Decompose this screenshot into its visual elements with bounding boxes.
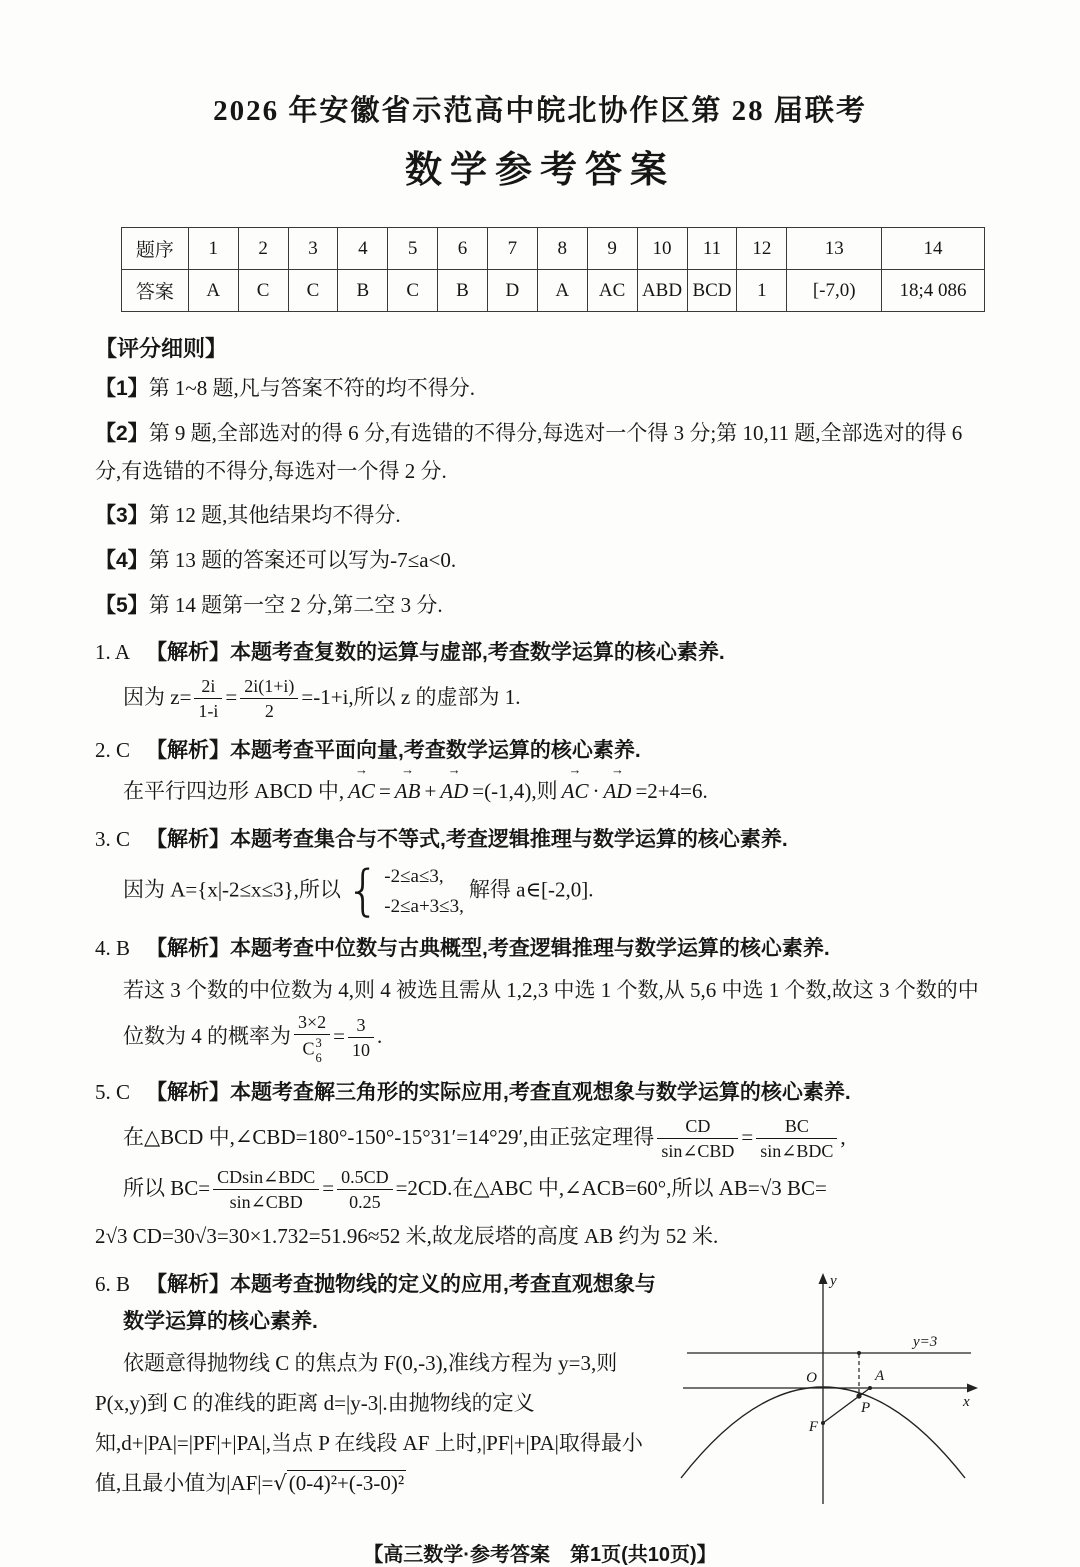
fraction-denominator: 2 xyxy=(240,698,298,723)
solutions-section xyxy=(95,634,985,1518)
point-P-dot xyxy=(856,1393,861,1398)
left-brace: { xyxy=(345,859,381,923)
vector-symbol: → AC xyxy=(348,772,375,812)
question-number: 8 xyxy=(537,228,587,270)
answer-cell: A xyxy=(537,270,587,312)
solution-5 xyxy=(95,1074,985,1257)
scoring-rule-4 xyxy=(95,542,985,580)
question-number: 13 xyxy=(787,228,882,270)
x-axis-arrow-icon xyxy=(967,1383,978,1392)
text-segment: + xyxy=(424,779,437,804)
point-F-label: F xyxy=(808,1418,818,1435)
combination-indices xyxy=(315,1036,321,1065)
solution-work-line-3: 2√3 CD=30√3=30×1.732=51.96≈52 米,故龙辰塔的高度 AB 约为 52 米. xyxy=(95,1223,719,1248)
rule-text: 第 14 题第一空 2 分,第二空 3 分. xyxy=(148,592,443,617)
system-row: -2≤a+3≤3, xyxy=(384,895,464,917)
fraction xyxy=(337,1166,393,1214)
solution-work xyxy=(95,971,985,1065)
scoring-rule-2 xyxy=(95,415,985,491)
fraction xyxy=(240,675,298,723)
system-row: -2≤a≤3, xyxy=(384,866,444,888)
solution-work-line-1 xyxy=(95,1115,985,1163)
answer-label: 6. B xyxy=(95,1271,131,1296)
answer-cell: AC xyxy=(587,270,637,312)
fraction xyxy=(657,1115,738,1163)
dot-operator: · xyxy=(592,779,600,804)
solution-1 xyxy=(95,634,985,723)
solution-2 xyxy=(95,732,985,813)
square-root xyxy=(273,1470,406,1495)
answer-cell: D xyxy=(487,270,537,312)
text-segment: = xyxy=(378,779,391,804)
answer-cell: C xyxy=(388,270,438,312)
fraction-denominator: 0.25 xyxy=(337,1189,393,1214)
answer-cell: BCD xyxy=(687,270,737,312)
page-footer: 【高三数学·参考答案 第1页(共10页)】 xyxy=(363,1543,717,1566)
text-segment: 在△BCD 中,∠CBD=180°-150°-15°31′=14°29′,由正弦定理得 xyxy=(123,1124,655,1149)
question-number: 2 xyxy=(238,228,288,270)
fraction-numerator: CD xyxy=(685,1115,711,1136)
question-number: 12 xyxy=(737,228,787,270)
answer-cell: A xyxy=(188,270,238,312)
scoring-rule-3 xyxy=(95,497,985,535)
point-A-label: A xyxy=(875,1367,885,1384)
question-number: 1 xyxy=(188,228,238,270)
page-subtitle: 数学参考答案 xyxy=(405,150,675,191)
combination-superscript: 3 xyxy=(315,1036,322,1051)
point-F-dot xyxy=(821,1421,825,1425)
fraction-numerator: BC xyxy=(784,1115,809,1136)
rule-marker: 【5】 xyxy=(95,593,149,617)
vector-symbol: → AD xyxy=(440,772,468,812)
question-number: 14 xyxy=(882,228,985,270)
directrix-foot-point xyxy=(857,1351,861,1355)
y-axis-arrow-icon xyxy=(819,1273,828,1284)
question-number: 6 xyxy=(438,228,488,270)
x-axis-label: x xyxy=(963,1393,970,1410)
fraction-numerator: 0.5CD xyxy=(341,1166,389,1187)
answer-row-label: 答案 xyxy=(122,270,189,312)
rule-marker: 【1】 xyxy=(95,377,149,400)
question-number: 9 xyxy=(587,228,637,270)
vector-symbol: → AC xyxy=(562,772,589,812)
combination-subscript: 6 xyxy=(315,1050,322,1065)
rule-marker: 【2】 xyxy=(95,421,149,445)
question-number: 11 xyxy=(687,228,737,270)
analysis-intro: 【解析】本题考查复数的运算与虚部,考查数学运算的核心素养. xyxy=(146,640,725,664)
answer-cell: C xyxy=(238,270,288,312)
text-segment: =2+4=6. xyxy=(635,779,708,804)
fraction-numerator: 2i xyxy=(201,675,216,696)
question-number: 4 xyxy=(338,228,388,270)
scoring-rules-section xyxy=(95,332,985,625)
question-number-row-label: 题序 xyxy=(122,228,189,270)
text-segment: 因为 z= xyxy=(123,684,192,709)
analysis-intro: 【解析】本题考查集合与不等式,考查逻辑推理与数学运算的核心素养. xyxy=(146,828,788,852)
fraction-denominator: sin∠CBD xyxy=(213,1189,319,1214)
combination-base: C xyxy=(302,1038,315,1059)
text-segment: 所以 BC= xyxy=(123,1175,211,1200)
fraction-denominator: sin∠CBD xyxy=(657,1138,738,1163)
scoring-heading: 【评分细则】 xyxy=(95,336,228,361)
fraction-numerator: 3 xyxy=(356,1014,366,1035)
solution-4 xyxy=(95,930,985,1065)
solution-work xyxy=(95,675,985,723)
rule-marker: 【3】 xyxy=(95,504,149,528)
fraction-denominator: 10 xyxy=(348,1037,374,1062)
fraction xyxy=(348,1014,374,1062)
solution-head xyxy=(95,732,985,770)
analysis-intro: 【解析】本题考查解三角形的实际应用,考查直观想象与数学运算的核心素养. xyxy=(146,1080,851,1104)
answer-cell: 1 xyxy=(737,270,787,312)
text-segment: = xyxy=(333,1023,345,1048)
solution-work xyxy=(95,772,985,812)
question-number: 3 xyxy=(288,228,338,270)
analysis-intro: 【解析】本题考查平面向量,考查数学运算的核心素养. xyxy=(146,738,641,762)
question-number: 5 xyxy=(388,228,438,270)
origin-label: O xyxy=(806,1369,817,1386)
parabola-figure xyxy=(673,1268,985,1516)
analysis-intro: 【解析】本题考查抛物线的定义的应用,考查直观想象与数学运算的核心素养. xyxy=(123,1272,656,1334)
solution-3 xyxy=(95,821,985,921)
text-segment: 若这 3 个数的中位数为 4,则 4 被选且需从 1,2,3 中选 1 个数,从 5,6 中选 1 个数,故这 3 个数的中位数为 4 的概率为 xyxy=(123,977,979,1048)
answer-row xyxy=(122,270,985,312)
rule-text: 第 12 题,其他结果均不得分. xyxy=(148,503,401,528)
parabola-diagram xyxy=(673,1268,985,1510)
fraction-denominator xyxy=(294,1034,330,1065)
scoring-rule-1 xyxy=(95,370,985,408)
text-segment: 在平行四边形 ABCD 中, xyxy=(123,779,345,804)
question-number: 7 xyxy=(487,228,537,270)
rule-text: 第 9 题,全部选对的得 6 分,有选错的不得分,每选对一个得 3 分;第 10,11 题,全部选对的得 6 分,有选错的不得分,每选对一个得 2 分. xyxy=(95,420,963,483)
answer-cell: ABD xyxy=(637,270,687,312)
answer-cell: 18;4 086 xyxy=(882,270,985,312)
solution-head xyxy=(95,1074,985,1112)
question-number-row xyxy=(122,228,985,270)
solution-head xyxy=(95,821,985,859)
solution-work-line-2 xyxy=(95,1166,985,1214)
rule-marker: 【4】 xyxy=(95,549,149,573)
answer-key-table xyxy=(121,227,985,312)
text-segment: 依题意得抛物线 C 的焦点为 F(0,-3),准线方程为 y=3,则 P(x,y)到 C 的准线的距离 d=|y-3|.由抛物线的定义知,d+|PA|=|PF|+|PA|,当点 P 在线段 AF 上时,|PF|+|PA|取得最小值,且最小值为|AF|= xyxy=(95,1351,643,1495)
text-segment: =2CD.在△ABC 中,∠ACB=60°,所以 AB=√3 BC= xyxy=(395,1175,827,1200)
solution-work xyxy=(95,859,985,923)
answer-label: 3. C xyxy=(95,827,131,852)
answer-cell: C xyxy=(288,270,338,312)
solution-6 xyxy=(95,1266,985,1518)
system-rows xyxy=(384,862,464,921)
y-axis-label: y xyxy=(830,1272,837,1289)
radical-sign: √ xyxy=(273,1470,287,1495)
answer-cell: B xyxy=(438,270,488,312)
fraction-denominator: 1-i xyxy=(194,698,222,723)
answer-label: 2. C xyxy=(95,737,131,762)
text-segment: 因为 A={x|-2≤x≤3},所以 xyxy=(123,877,341,902)
vector-symbol: → AD xyxy=(603,772,631,812)
solution-head xyxy=(95,634,985,672)
fraction-numerator: 3×2 xyxy=(298,1011,327,1032)
text-segment: . xyxy=(377,1023,383,1048)
text-segment: , xyxy=(840,1124,846,1149)
vector-symbol: → AB xyxy=(395,772,421,812)
scoring-rule-5 xyxy=(95,587,985,625)
inequality-system xyxy=(345,859,464,923)
answer-cell: B xyxy=(338,270,388,312)
fraction xyxy=(194,675,222,723)
exam-title: 2026 年安徽省示范高中皖北协作区第 28 届联考 xyxy=(213,95,867,127)
directrix-label: y=3 xyxy=(913,1333,938,1350)
answer-label: 5. C xyxy=(95,1079,131,1104)
text-segment: =-1+i,所以 z 的虚部为 1. xyxy=(301,684,521,709)
radicand: (0-4)²+(-3-0)² xyxy=(288,1470,405,1495)
text-segment: = xyxy=(741,1124,754,1149)
question-number: 10 xyxy=(637,228,687,270)
fraction xyxy=(756,1115,837,1163)
analysis-intro: 【解析】本题考查中位数与古典概型,考查逻辑推理与数学运算的核心素养. xyxy=(146,936,830,960)
text-segment: = xyxy=(225,684,238,709)
text-segment: 解得 a∈[-2,0]. xyxy=(468,877,594,902)
text-segment: =(-1,4),则 xyxy=(472,779,558,804)
rule-text: 第 1~8 题,凡与答案不符的均不得分. xyxy=(148,376,476,400)
answer-label: 4. B xyxy=(95,935,131,960)
point-A-dot xyxy=(868,1386,872,1390)
fraction xyxy=(294,1011,330,1065)
fraction xyxy=(213,1166,319,1214)
text-segment: = xyxy=(322,1175,335,1200)
fraction-numerator: 2i(1+i) xyxy=(244,675,295,696)
rule-text: 第 13 题的答案还可以写为-7≤a<0. xyxy=(148,548,457,573)
fraction-numerator: CDsin∠BDC xyxy=(217,1166,316,1187)
point-P-label: P xyxy=(861,1399,871,1416)
fraction-denominator: sin∠BDC xyxy=(756,1138,837,1163)
solution-head xyxy=(95,930,985,968)
answer-cell: [-7,0) xyxy=(787,270,882,312)
answer-label: 1. A xyxy=(95,639,131,664)
